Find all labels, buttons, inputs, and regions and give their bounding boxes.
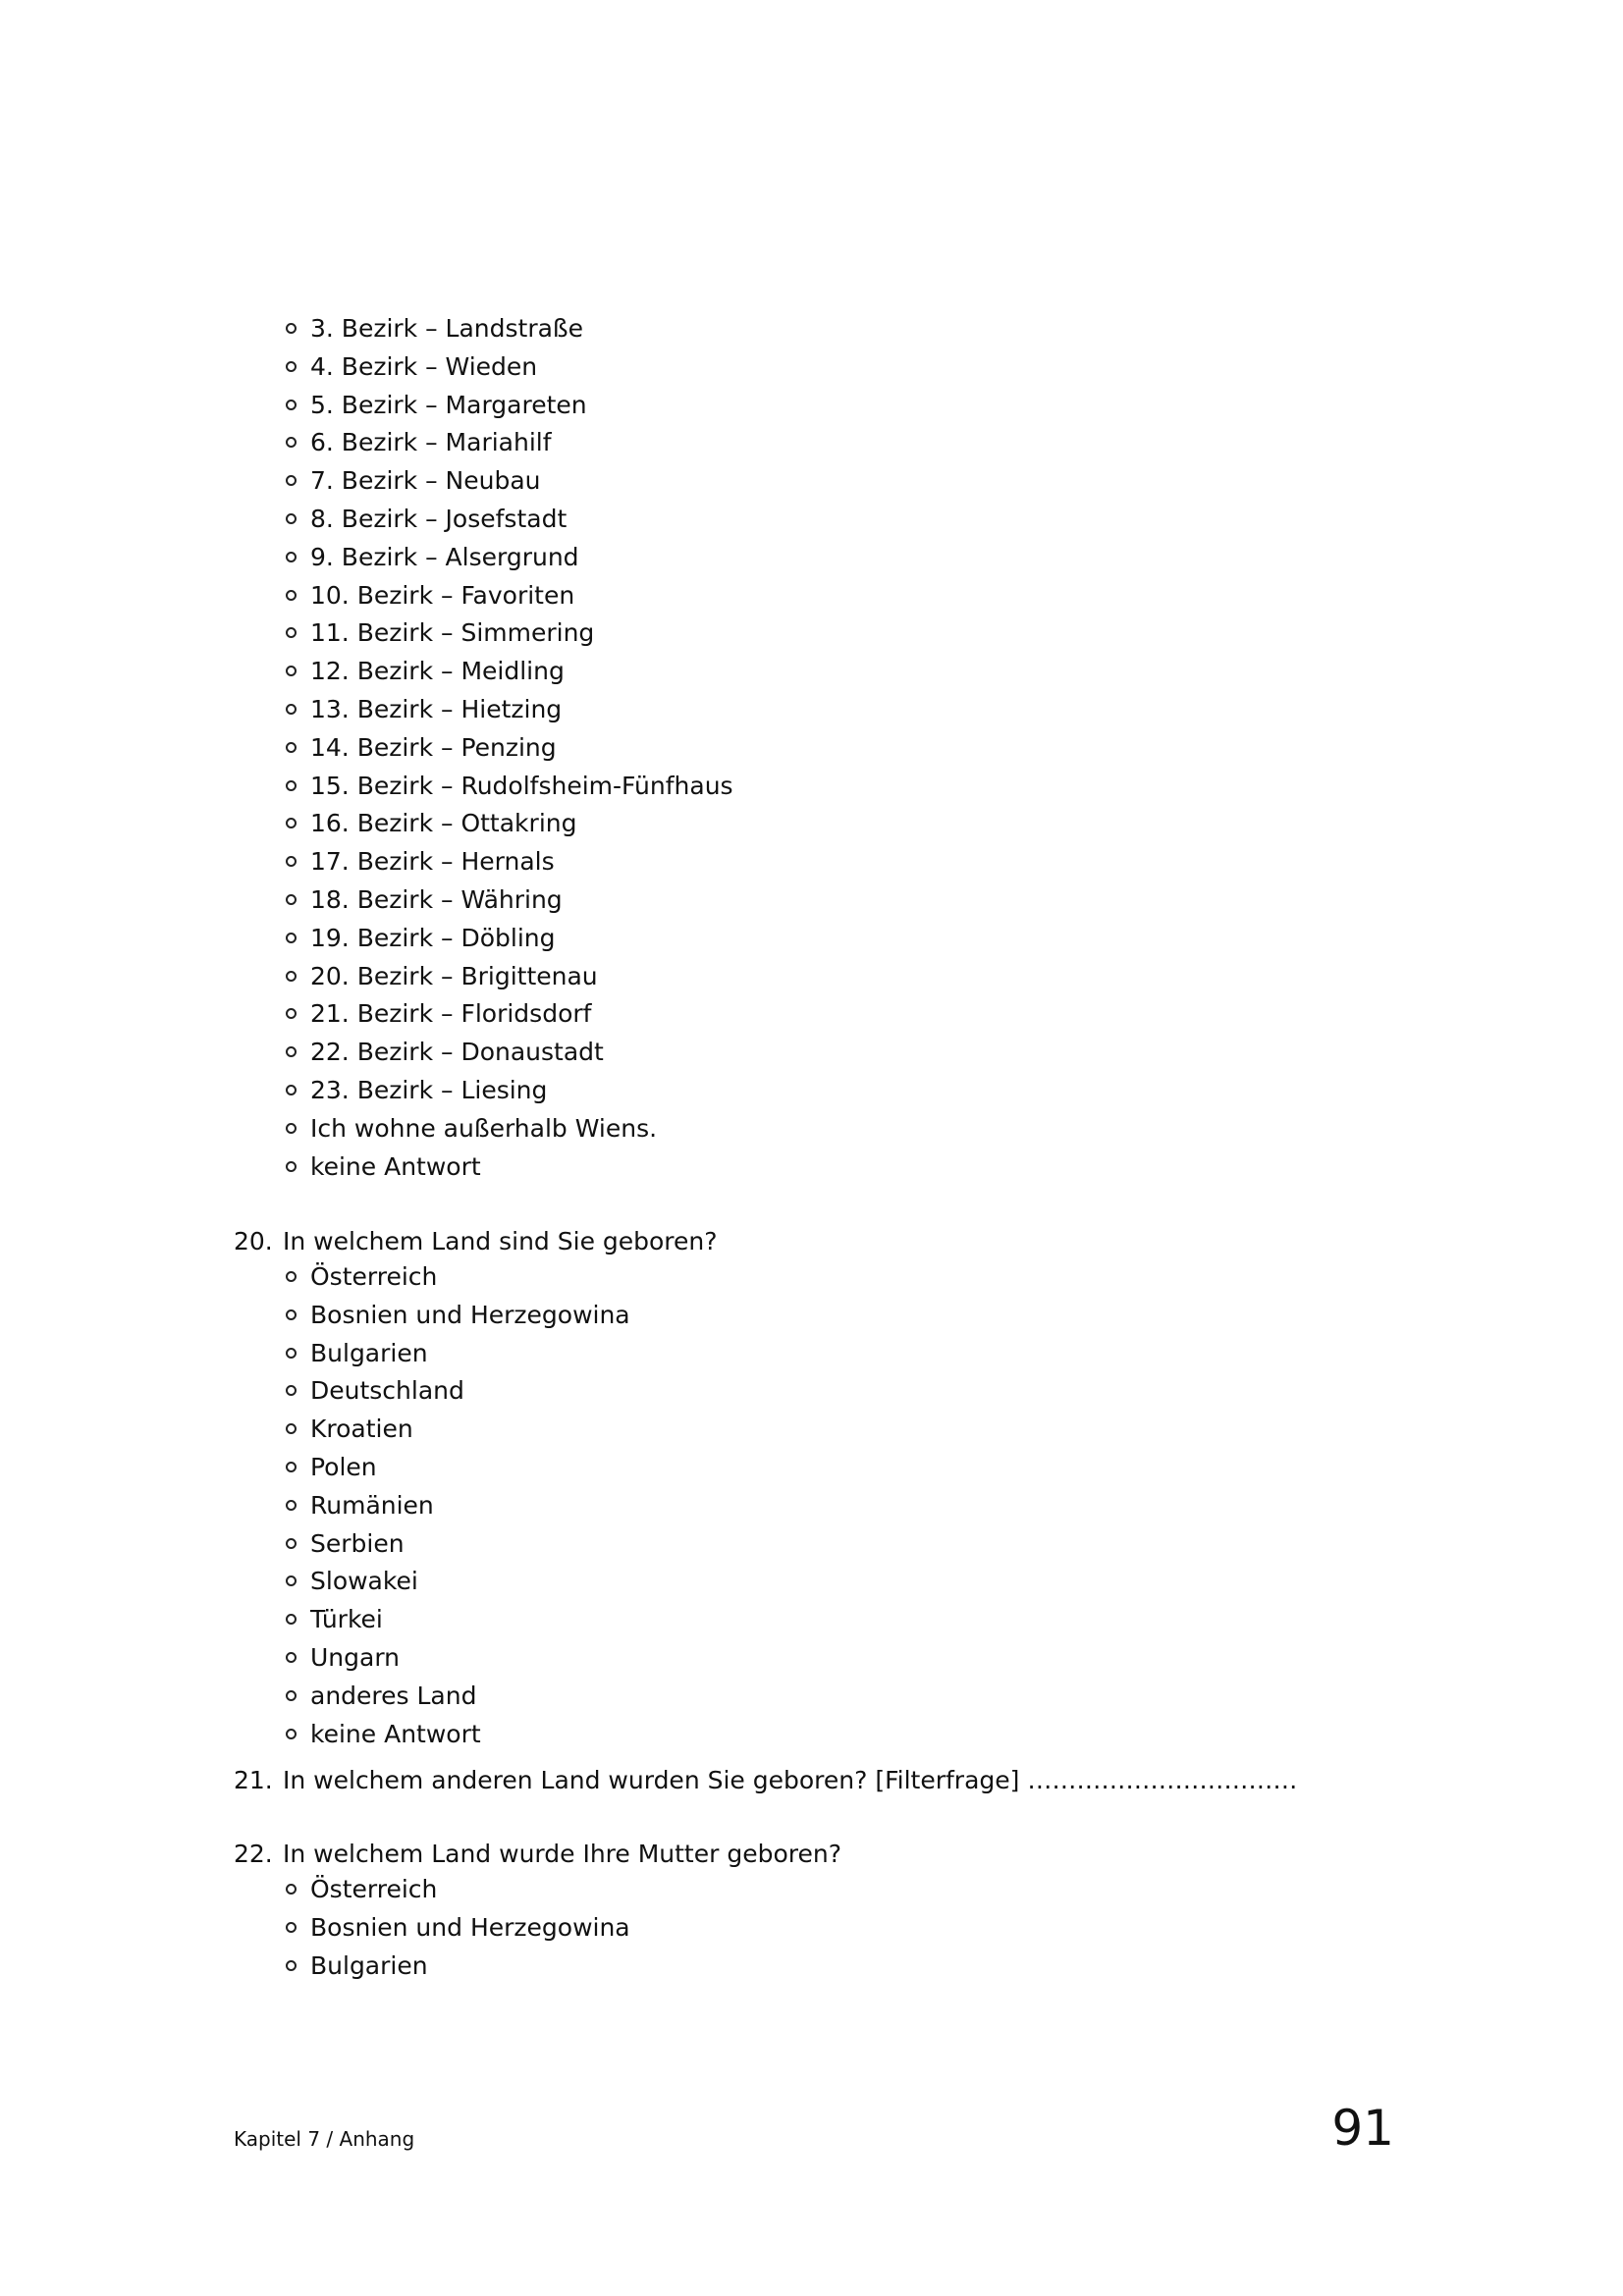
answer-option-label: 9. Bezirk – Alsergrund bbox=[310, 542, 579, 571]
answer-option-label: 21. Bezirk – Floridsdorf bbox=[310, 999, 592, 1029]
answer-option-label: 23. Bezirk – Liesing bbox=[310, 1075, 548, 1104]
question-number: 20. bbox=[234, 1227, 273, 1255]
answer-option-label: Bosnien und Herzegowina bbox=[310, 1912, 630, 1942]
answer-option-label: Türkei bbox=[310, 1605, 383, 1634]
radio-circle-icon[interactable] bbox=[286, 627, 297, 638]
answer-option-label: Ich wohne außerhalb Wiens. bbox=[310, 1113, 658, 1143]
radio-circle-icon[interactable] bbox=[286, 475, 297, 486]
answer-option-label: 12. Bezirk – Meidling bbox=[310, 657, 565, 686]
radio-circle-icon[interactable] bbox=[286, 1960, 297, 1971]
radio-circle-icon[interactable] bbox=[286, 400, 297, 410]
radio-circle-icon[interactable] bbox=[286, 742, 297, 753]
radio-circle-icon[interactable] bbox=[286, 1614, 297, 1625]
answer-option-label: anderes Land bbox=[310, 1681, 477, 1710]
radio-circle-icon[interactable] bbox=[286, 1271, 297, 1282]
question-text: In welchem Land sind Sie geboren? bbox=[283, 1227, 718, 1255]
radio-circle-icon[interactable] bbox=[286, 1462, 297, 1472]
radio-circle-icon[interactable] bbox=[286, 361, 297, 372]
answer-option-label: 15. Bezirk – Rudolfsheim-Fünfhaus bbox=[310, 771, 733, 800]
answer-option-label: Österreich bbox=[310, 1262, 438, 1291]
answer-option-label: 14. Bezirk – Penzing bbox=[310, 732, 557, 762]
answer-option-label: 16. Bezirk – Ottakring bbox=[310, 809, 577, 838]
radio-circle-icon[interactable] bbox=[286, 666, 297, 676]
radio-circle-icon[interactable] bbox=[286, 933, 297, 943]
radio-circle-icon[interactable] bbox=[286, 1423, 297, 1434]
answer-option-label: 7. Bezirk – Neubau bbox=[310, 466, 541, 496]
question-text: In welchem Land wurde Ihre Mutter geboren? bbox=[283, 1840, 841, 1868]
answer-option-label: keine Antwort bbox=[310, 1719, 481, 1748]
answer-option-label: 3. Bezirk – Landstraße bbox=[310, 314, 584, 343]
radio-circle-icon[interactable] bbox=[286, 1385, 297, 1396]
answer-option-label: Kroatien bbox=[310, 1415, 413, 1444]
radio-circle-icon[interactable] bbox=[286, 971, 297, 982]
answer-option-label: 8. Bezirk – Josefstadt bbox=[310, 504, 568, 533]
radio-circle-icon[interactable] bbox=[286, 1538, 297, 1549]
answer-option-label: 17. Bezirk – Hernals bbox=[310, 847, 555, 877]
radio-circle-icon[interactable] bbox=[286, 437, 297, 448]
answer-option-label: 5. Bezirk – Margareten bbox=[310, 390, 587, 419]
radio-circle-icon[interactable] bbox=[286, 552, 297, 562]
answer-option-label: 4. Bezirk – Wieden bbox=[310, 351, 538, 381]
radio-circle-icon[interactable] bbox=[286, 1309, 297, 1320]
radio-circle-icon[interactable] bbox=[286, 590, 297, 601]
answer-option-label: Slowakei bbox=[310, 1567, 418, 1596]
answer-option-label: Bosnien und Herzegowina bbox=[310, 1300, 630, 1329]
answer-option-label: keine Antwort bbox=[310, 1151, 481, 1181]
radio-circle-icon[interactable] bbox=[286, 1348, 297, 1359]
answer-option-label: Bulgarien bbox=[310, 1950, 428, 1980]
answer-option-label: Bulgarien bbox=[310, 1338, 428, 1367]
radio-circle-icon[interactable] bbox=[286, 894, 297, 905]
radio-circle-icon[interactable] bbox=[286, 818, 297, 828]
answer-option-label: Polen bbox=[310, 1452, 377, 1481]
footer-chapter: Kapitel 7 / Anhang bbox=[234, 2127, 415, 2151]
answer-option-label: 13. Bezirk – Hietzing bbox=[310, 694, 563, 723]
answer-option-label: 22. Bezirk – Donaustadt bbox=[310, 1038, 604, 1067]
answer-option-label: 6. Bezirk – Mariahilf bbox=[310, 428, 552, 457]
radio-circle-icon[interactable] bbox=[286, 856, 297, 867]
radio-circle-icon[interactable] bbox=[286, 1161, 297, 1172]
radio-circle-icon[interactable] bbox=[286, 1500, 297, 1511]
answer-option-label: Österreich bbox=[310, 1875, 438, 1903]
answer-option-label: Rumänien bbox=[310, 1490, 434, 1520]
answer-option-label: Serbien bbox=[310, 1528, 405, 1558]
radio-circle-icon[interactable] bbox=[286, 1123, 297, 1134]
question-number: 22. bbox=[234, 1840, 273, 1868]
radio-circle-icon[interactable] bbox=[286, 1008, 297, 1019]
answer-option-label: 18. Bezirk – Währing bbox=[310, 884, 563, 914]
radio-circle-icon[interactable] bbox=[286, 1085, 297, 1095]
answer-option-label: 11. Bezirk – Simmering bbox=[310, 618, 595, 648]
radio-circle-icon[interactable] bbox=[286, 1575, 297, 1586]
radio-circle-icon[interactable] bbox=[286, 1922, 297, 1933]
radio-circle-icon[interactable] bbox=[286, 1729, 297, 1739]
radio-circle-icon[interactable] bbox=[286, 1690, 297, 1701]
answer-option-label: 20. Bezirk – Brigittenau bbox=[310, 961, 598, 990]
radio-circle-icon[interactable] bbox=[286, 1884, 297, 1895]
answer-option-label: Ungarn bbox=[310, 1642, 401, 1672]
answer-option-label: 10. Bezirk – Favoriten bbox=[310, 580, 575, 610]
radio-circle-icon[interactable] bbox=[286, 513, 297, 524]
radio-circle-icon[interactable] bbox=[286, 1652, 297, 1663]
radio-circle-icon[interactable] bbox=[286, 323, 297, 334]
radio-circle-icon[interactable] bbox=[286, 1046, 297, 1057]
question-number: 21. bbox=[234, 1766, 273, 1794]
answer-option-label: 19. Bezirk – Döbling bbox=[310, 923, 556, 952]
page-number: 91 bbox=[1331, 2100, 1394, 2157]
radio-circle-icon[interactable] bbox=[286, 780, 297, 791]
answer-option-label: Deutschland bbox=[310, 1376, 464, 1406]
radio-circle-icon[interactable] bbox=[286, 704, 297, 715]
question-text: In welchem anderen Land wurden Sie geboren? [Filterfrage] …………………………… bbox=[283, 1766, 1298, 1794]
